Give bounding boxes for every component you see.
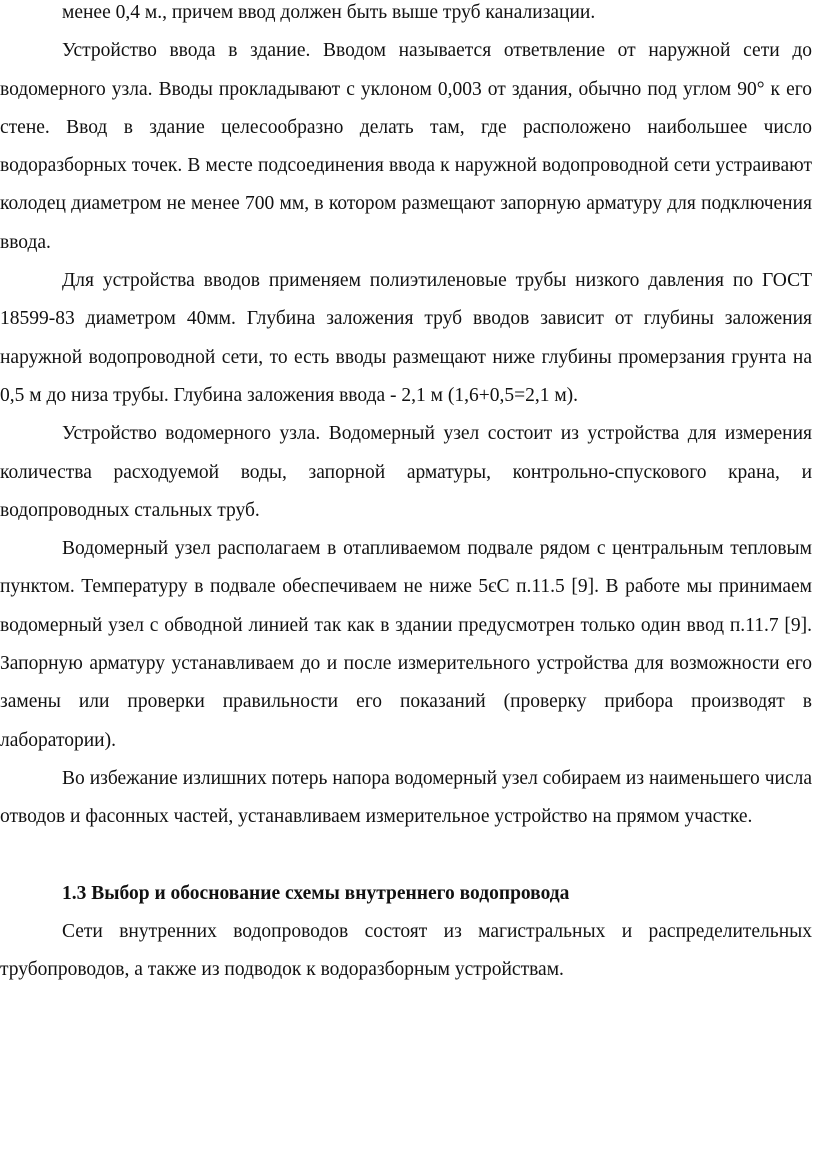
paragraph-input-device: Устройство ввода в здание. Вводом называется ответвление от наружной сети до водомерного узла. Вводы прокладывают с уклоном 0,003 от здания, обычно под углом 90° к его стене. Ввод в здание целесообразно делать там, где расположено наибольшее число водоразборных точек. В месте подсоединения ввода к наружной водопроводной сети устраивают колодец диаметром не менее 700 мм, в котором размещают запорную арматуру для подключения ввода.: [0, 40, 812, 253]
paragraph-head-loss: Во избежание излишних потерь напора водомерный узел собираем из наименьшего числа отводов и фасонных частей, устанавливаем измерительное устройство на прямом участке.: [0, 767, 812, 828]
section-spacer: [0, 837, 816, 875]
paragraph-input-pipes: Для устройства вводов применяем полиэтиленовые трубы низкого давления по ГОСТ 18599-83 диаметром 40мм. Глубина заложения труб вводов зависит от глубины заложения наружной водопроводной сети, то есть вводы размещают ниже глубины промерзания грунта на 0,5 м до низа трубы. Глубина заложения ввода - 2,1 м (1,6+0,5=2,1 м).: [0, 270, 812, 406]
paragraph-intro-continuation: менее 0,4 м., причем ввод должен быть выше труб канализации.: [62, 2, 596, 23]
paragraph-internal-networks: Сети внутренних водопроводов состоят из магистральных и распределительных трубопроводов, а также из подводок к водоразборным устройствам.: [0, 920, 812, 981]
paragraph-meter-location: Водомерный узел располагаем в отапливаемом подвале рядом с центральным тепловым пунктом. Температуру в подвале обеспечиваем не ниже 5єС п.11.5 [9]. В работе мы принимаем водомерный узел с обводной линией так как в здании предусмотрен только один ввод п.11.7 [9]. Запорную арматуру устанавливаем до и после измерительного устройства для возможности его замены или проверки правильности его показаний (проверку прибора производят в лаборатории).: [0, 538, 812, 751]
section-heading: 1.3 Выбор и обоснование схемы внутреннего водопровода: [62, 882, 570, 904]
paragraph-meter-unit: Устройство водомерного узла. Водомерный узел состоит из устройства для измерения количества расходуемой воды, запорной арматуры, контрольно-спускового крана, и водопроводных стальных труб.: [0, 423, 812, 521]
